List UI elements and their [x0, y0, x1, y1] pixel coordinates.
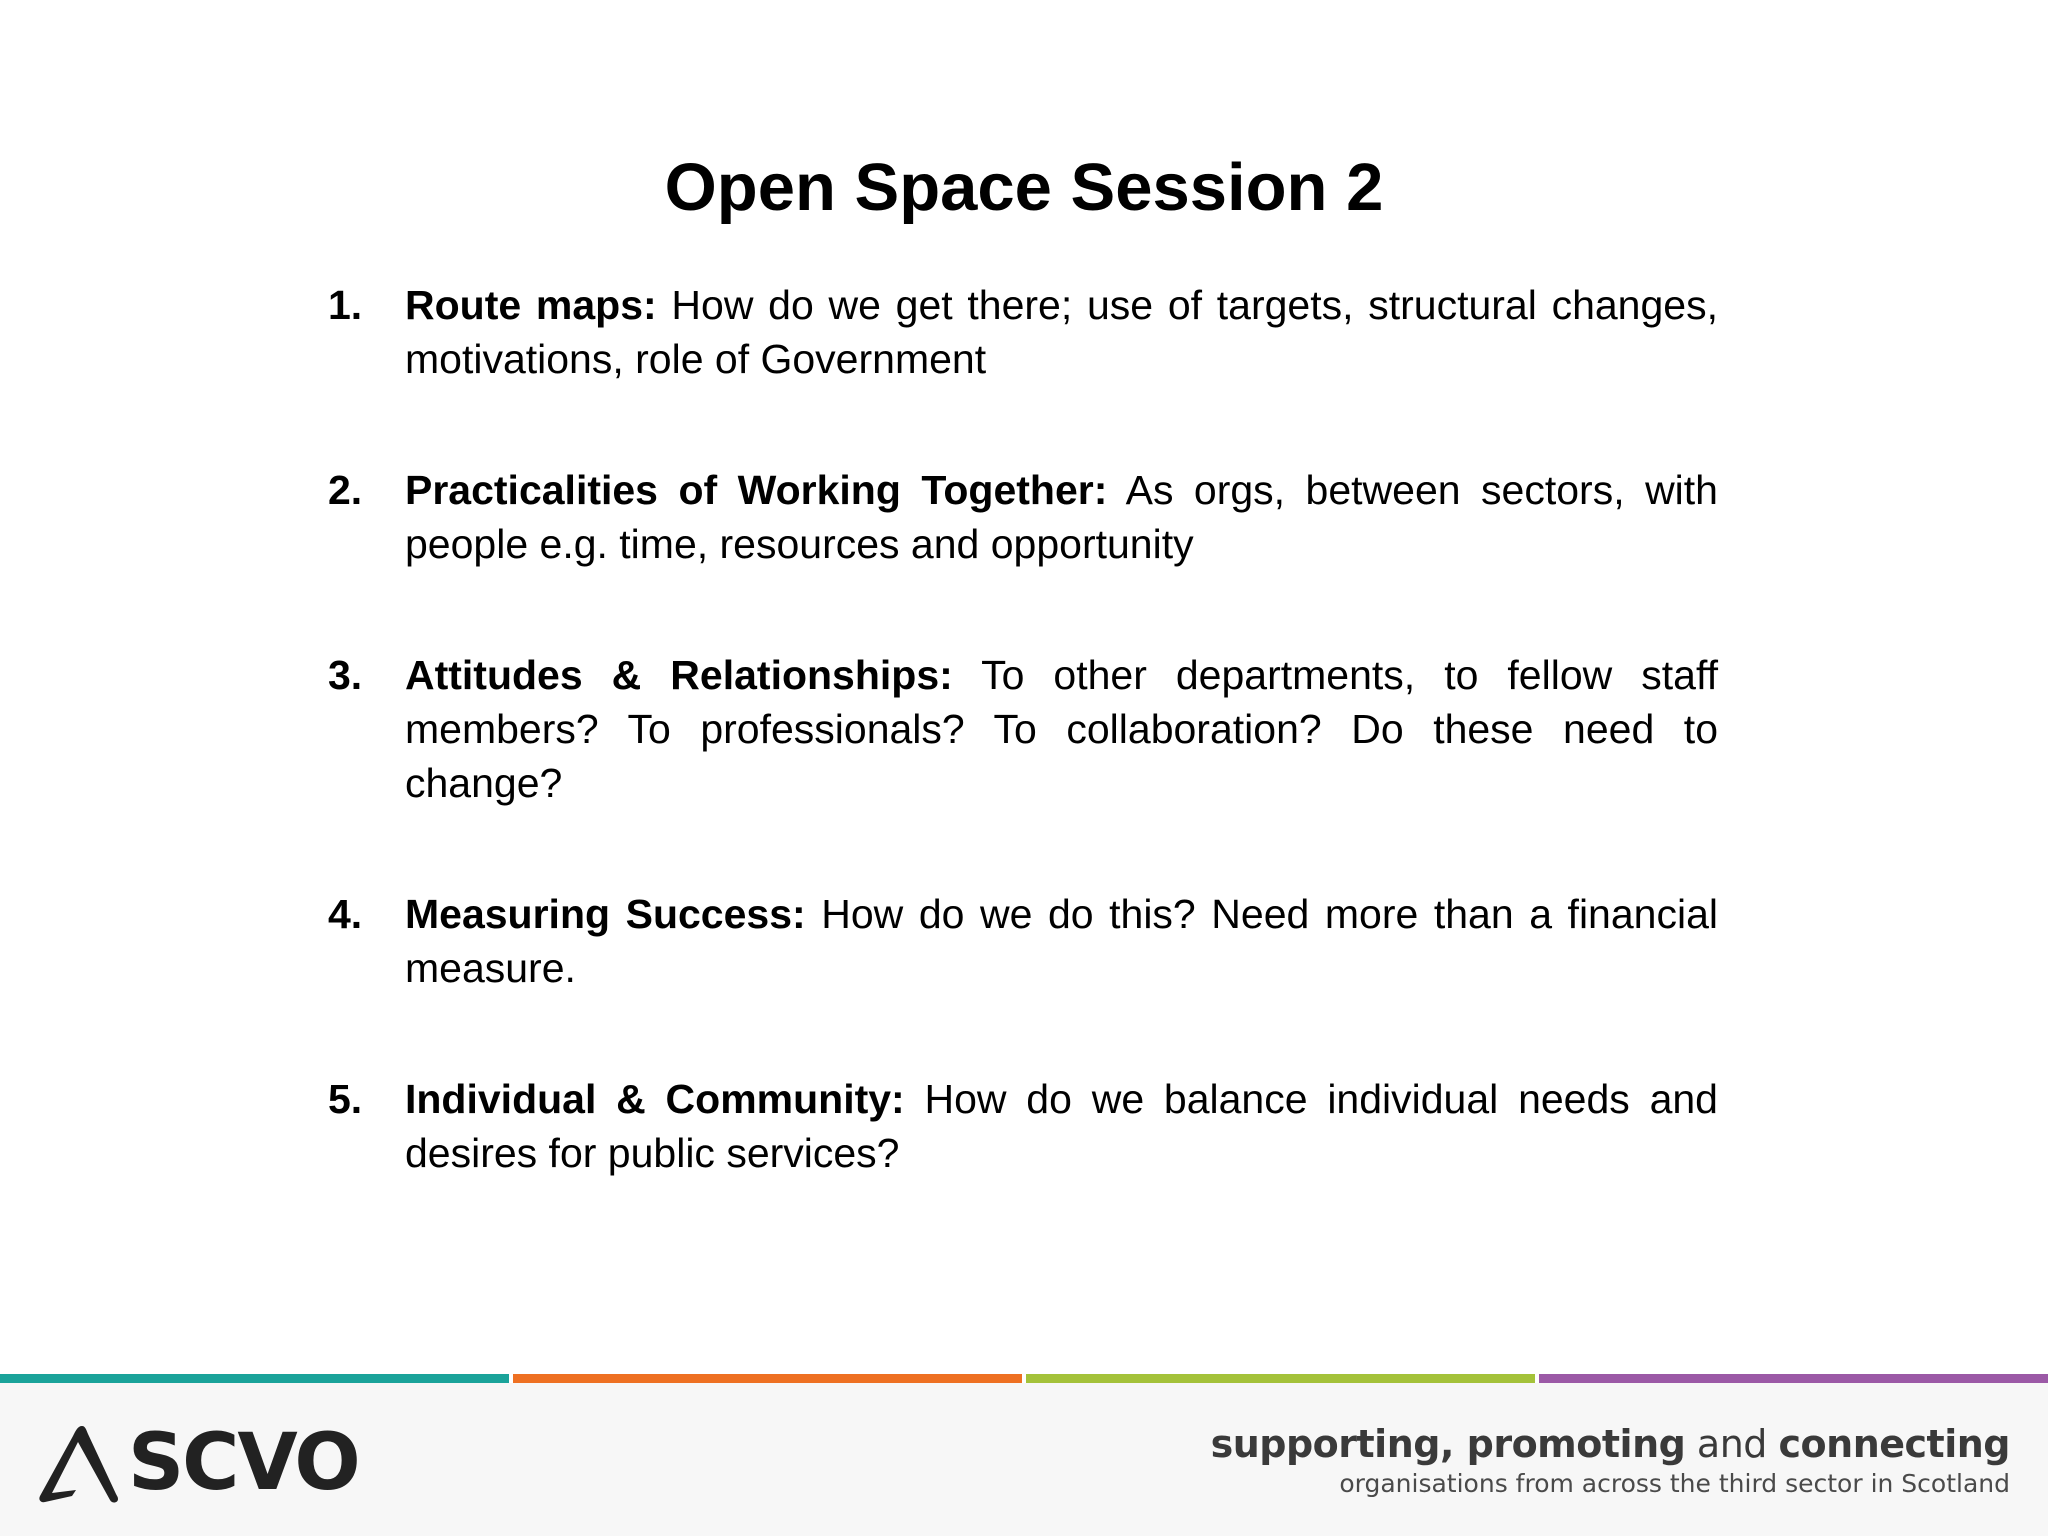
color-stripe	[0, 1374, 2048, 1383]
item-heading: Route maps:	[405, 282, 657, 328]
item-heading: Practicalities of Working Together:	[405, 467, 1108, 513]
slide-title: Open Space Session 2	[664, 150, 1384, 225]
item-body	[405, 463, 1718, 571]
item-number: 1.	[328, 282, 363, 328]
item-text: To other departments, to fellow staff members? To professionals? To collaboration? Do these need to change?	[405, 652, 1718, 806]
footer	[0, 1374, 2048, 1536]
item-body	[405, 278, 1718, 386]
tagline-part-3: connecting	[1778, 1422, 2010, 1466]
tagline-main	[1211, 1420, 2010, 1468]
item-number: 5.	[328, 1076, 363, 1122]
logo-text: SCVO	[128, 1418, 359, 1508]
tagline-part-2: and	[1696, 1422, 1767, 1466]
item-number: 2.	[328, 467, 363, 513]
item-number: 4.	[328, 891, 363, 937]
stripe-segment-teal	[0, 1374, 509, 1383]
agenda-list	[328, 278, 1718, 1180]
item-body	[405, 1072, 1718, 1180]
item-number: 3.	[328, 652, 363, 698]
stripe-segment-green	[1026, 1374, 1535, 1383]
item-body	[405, 648, 1718, 810]
item-heading: Measuring Success:	[405, 891, 806, 937]
item-heading: Attitudes & Relationships:	[405, 652, 953, 698]
stripe-segment-orange	[513, 1374, 1022, 1383]
item-heading: Individual & Community:	[405, 1076, 905, 1122]
tagline-sub: organisations from across the third sector in Scotland	[1339, 1469, 2010, 1498]
agenda-item-attitudes	[328, 648, 1718, 810]
tagline-part-1: supporting, promoting	[1210, 1422, 1686, 1466]
agenda-item-measuring-success	[328, 887, 1718, 995]
scvo-triangle-logo-icon	[32, 1420, 124, 1506]
item-text: How do we do this? Need more than a financial measure.	[405, 891, 1718, 991]
agenda-item-route-maps	[328, 278, 1718, 386]
scvo-logo	[32, 1418, 359, 1508]
item-text: How do we get there; use of targets, structural changes, motivations, role of Government	[405, 282, 1718, 382]
agenda-item-individual-community	[328, 1072, 1718, 1180]
agenda-item-working-together	[328, 463, 1718, 571]
item-body	[405, 887, 1718, 995]
item-text: As orgs, between sectors, with people e.g. time, resources and opportunity	[405, 467, 1718, 567]
stripe-segment-purple	[1539, 1374, 2048, 1383]
tagline	[1211, 1420, 2010, 1500]
item-text: How do we balance individual needs and desires for public services?	[405, 1076, 1718, 1176]
